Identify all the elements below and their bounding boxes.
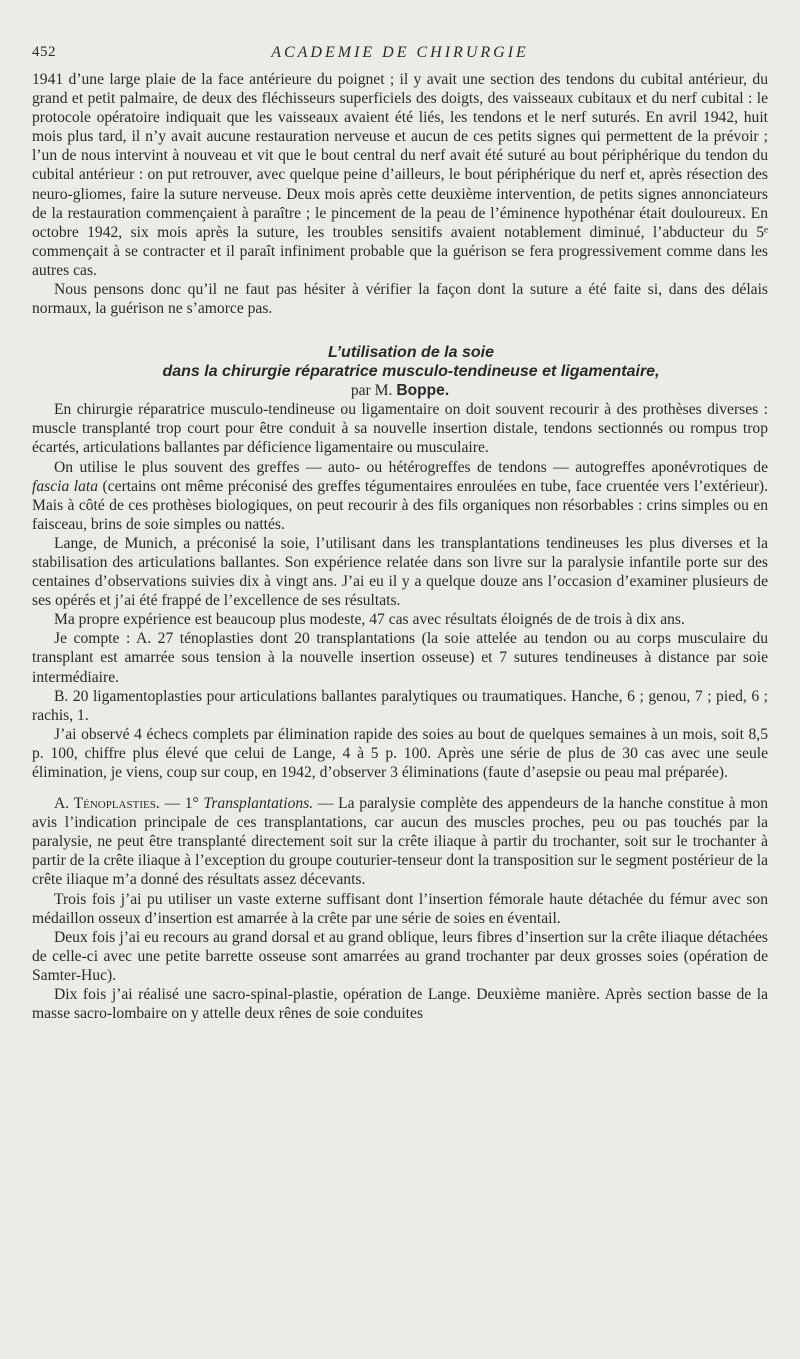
- paragraph: [32, 458, 768, 534]
- paragraph: Je compte : A. 27 ténoplasties dont 20 transplantations (la soie attelée au tendon ou au corps musculaire du transplant est amarrée sous tension à la nouvelle insertion osseuse) et 7 sutures tendineuses à distance par soie intermédiaire.: [32, 630, 768, 686]
- paragraph: J’ai observé 4 échecs complets par élimination rapide des soies au bout de quelques semaines à un mois, soit 8,5 p. 100, chiffre plus élevé que celui de Lange, 4 à 5 p. 100. Après une série de plus de 30 cas avec une seule élimination, je viens, coup sur coup, en 1942, d’observer 3 éliminations (faute d’asepsie ou peau mal préparée).: [32, 725, 768, 781]
- paragraph-text: On utilise le plus souvent des greffes — auto- ou hétérogreffes de tendons — autogreffes aponévrotiques de: [54, 458, 768, 476]
- paragraph-continued: 1941 d’une large plaie de la face antérieure du poignet ; il y avait une section des tendons du cubital antérieur, du grand et petit palmaire, de deux des fléchisseurs superficiels des doigts, des vaisseaux cubitaux et du nerf cubital : le protocole opératoire indiquait que les vaisseaux avaient été liés, les tendons et le nerf suturés. En avril 1942, huit mois plus tard, il n’y avait aucune restauration nerveuse et aucun de ces petits signes qui permettent de la prévoir ; l’un de nous intervint à nouveau et vit que le bout central du nerf avait été suturé au bout périphérique du tendon du cubital antérieur : on put retrouver, avec quelque peine d’ailleurs, le bout périphérique du nerf et, après résection des neuro-gliomes, faire la suture nerveuse. Deux mois après cette deuxième intervention, de petits signes annonciateurs de la restauration commençaient à paraître ; le pincement de la peau de l’éminence hypothénar était douloureux. En octobre 1942, six mois après la suture, les troubles sensitifs avaient notablement diminué, l’abducteur du 5ᵉ commençait à se contracter et il paraît infiniment probable que la guérison se fera progressivement comme dans les autres cas.: [32, 71, 768, 279]
- paragraph: Nous pensons donc qu’il ne faut pas hésiter à vérifier la façon dont la suture a été faite si, dans des délais normaux, la guérison ne s’amorce pas.: [32, 281, 768, 318]
- paragraph: Lange, de Munich, a préconisé la soie, l’utilisant dans les transplantations tendineuses les plus diverses et la stabilisation des articulations ballantes. Son expérience relatée dans son livre sur la paralysie infantile porte sur des centaines d’observations suivies dix à vingt ans. J’ai eu il y a quelque douze ans l’occasion d’examiner plusieurs de ses opérés et j’ai été frappé de l’excellence de ses résultats.: [32, 534, 768, 610]
- paragraph: Deux fois j’ai eu recours au grand dorsal et au grand oblique, leurs fibres d’insertion sur la crête iliaque détachées de celle-ci avec une petite barrette osseuse sont amarrées au grand trochanter par deux grosses soies (opération de Samter-Huc).: [32, 928, 768, 984]
- paragraph-text: (certains ont même préconisé des greffes tégumentaires enroulées en tube, face cruentée vers l’extérieur). Mais à côté de ces prothèses biologiques, on peut recourir à des fils organiques non résorbables : crins simples ou en faisceau, brins de soie simples ou nattés.: [32, 477, 769, 533]
- paragraph: Trois fois j’ai pu utiliser un vaste externe suffisant dont l’insertion fémorale haute détachée du fémur avec son médaillon osseux d’insertion est amarrée à la crête par une série de soies en éventail.: [32, 890, 768, 927]
- section-dash: — 1°: [159, 795, 204, 813]
- paragraph: Dix fois j’ai réalisé une sacro-spinal-plastie, opération de Lange. Deuxième manière. Après section basse de la masse sacro-lombaire on y attelle deux rênes de soie conduites: [32, 986, 768, 1023]
- section-subtitle: Transplantations.: [203, 795, 314, 813]
- byline-prefix: par M.: [350, 382, 393, 400]
- article-title-line-2: dans la chirurgie réparatrice musculo-tendineuse et ligamentaire,: [162, 363, 660, 381]
- journal-title: ACADEMIE DE CHIRURGIE: [271, 44, 529, 61]
- article-title-line-1: L’utilisation de la soie: [328, 344, 494, 362]
- byline: [32, 381, 768, 400]
- paragraph: En chirurgie réparatrice musculo-tendineuse ou ligamentaire on doit souvent recourir à des prothèses diverses : muscle transplanté trop court pour être conduit à sa nouvelle insertion distale, tendons sectionnés ou rompus trop écartés, articulations ballantes par déficience ligamentaire ou musculaire.: [32, 401, 768, 457]
- section-label: A. Ténoplasties.: [54, 795, 160, 813]
- section-gap: [32, 782, 768, 794]
- article-body: [32, 70, 768, 1023]
- article-heading: [32, 343, 768, 381]
- paragraph-text: — La paralysie complète des appendeurs de la hanche constitue à mon avis l’indication principale de ces transplantations, car aucun des muscles proches, peu ou pas touchés par la paralysie, ne peut être transplanté directement soit sur la crête iliaque à partir du trochanter, soit sur le trochanter à partir de la crête iliaque à l’exception du groupe couturier-tenseur dont la transposition sur le segment postérieur de la crête iliaque m’a donné des résultats assez décevants.: [32, 795, 769, 889]
- paragraph: Ma propre expérience est beaucoup plus modeste, 47 cas avec résultats éloignés de de trois à dix ans.: [54, 611, 685, 629]
- running-head: [32, 44, 768, 64]
- paragraph: B. 20 ligamentoplasties pour articulations ballantes paralytiques ou traumatiques. Hanche, 6 ; genou, 7 ; pied, 6 ; rachis, 1.: [32, 687, 768, 724]
- page-number: 452: [32, 44, 56, 60]
- section-a-paragraph: [32, 794, 768, 889]
- paragraph-italic: fascia lata: [32, 477, 99, 495]
- author-name: Boppe.: [396, 382, 450, 400]
